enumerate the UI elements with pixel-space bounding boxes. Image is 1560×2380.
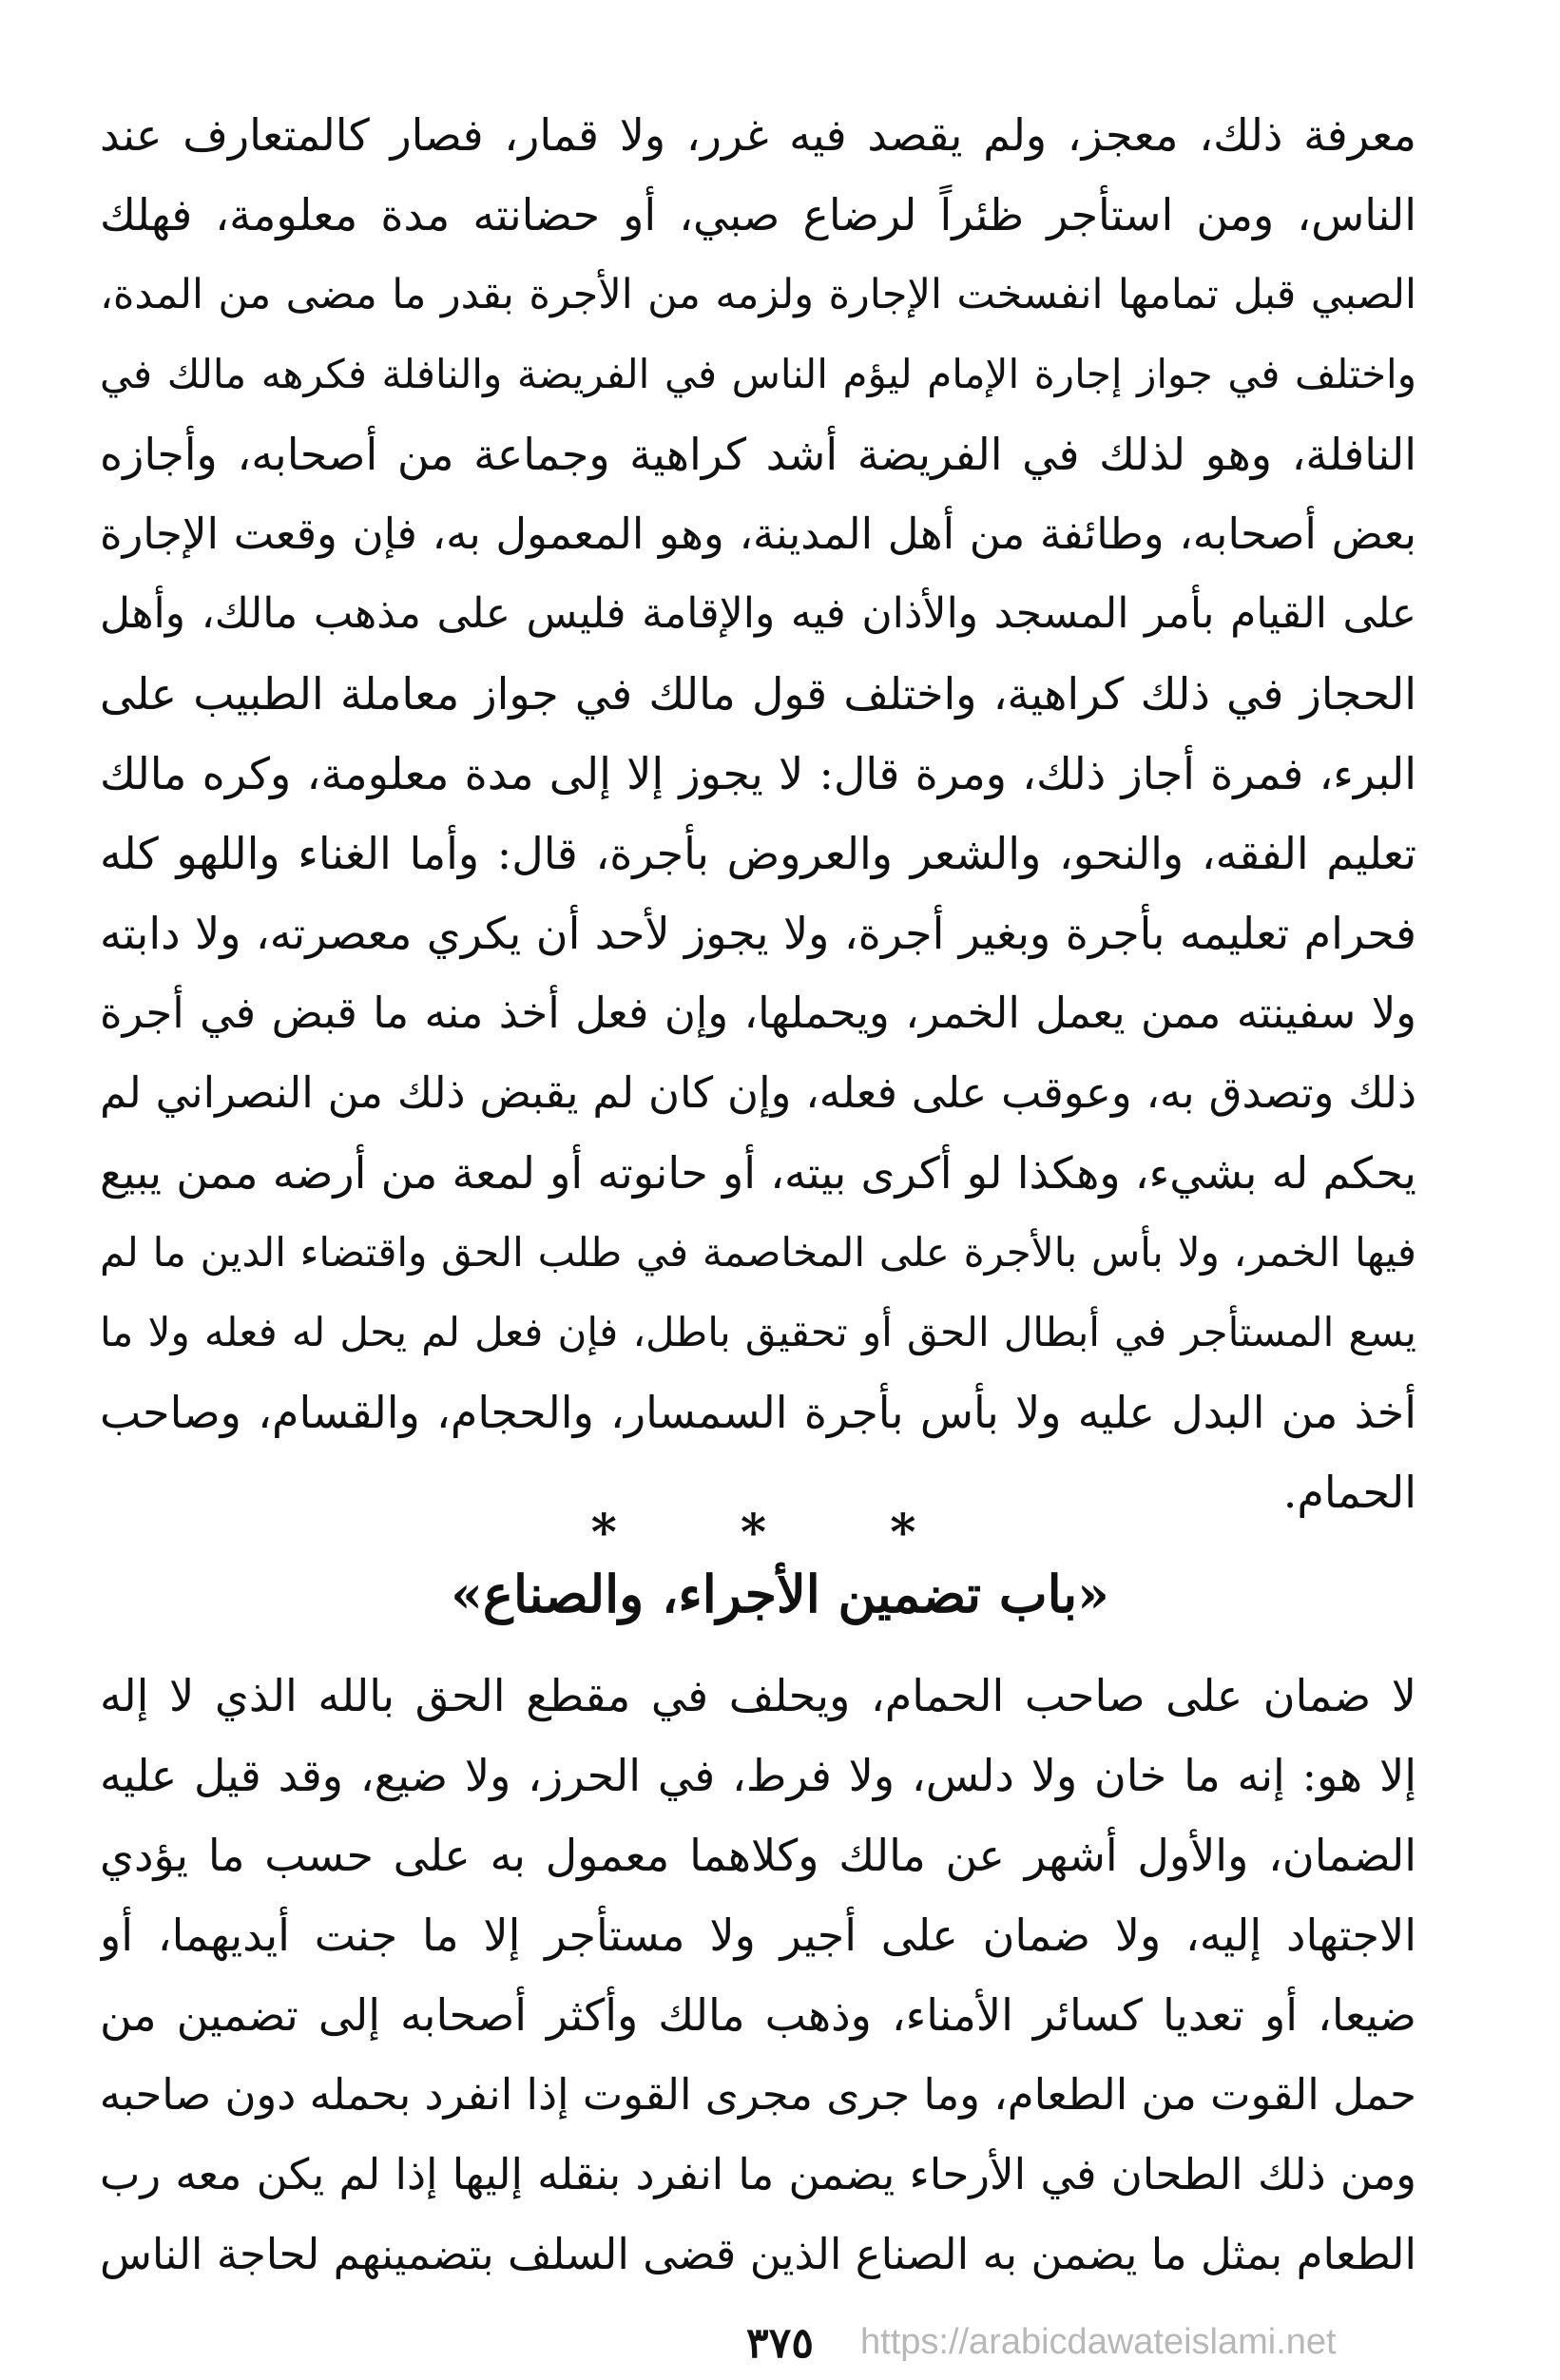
text-line: أخذ من البدل عليه ولا بأس بأجرة السمسار، والحجام، والقسام، وصاحب bbox=[100, 1387, 1416, 1438]
text-line: الضمان، والأول أشهر عن مالك وكلاهما معمول به على حسب ما يؤدي bbox=[100, 1830, 1416, 1881]
text-line: الصبي قبل تمامها انفسخت الإجارة ولزمه من الأجرة بقدر ما مضى من المدة، bbox=[100, 271, 1416, 318]
text-line: حمل القوت من الطعام، وما جرى مجرى القوت إذا انفرد بحمله دون صاحبه bbox=[100, 2069, 1416, 2120]
text-line: تعليم الفقه، والنحو، والشعر والعروض بأجرة، قال: وأما الغناء واللهو كله bbox=[100, 828, 1416, 879]
section-heading: «باب تضمين الأجراء، والصناع» bbox=[451, 1564, 1109, 1624]
text-line: النافلة، وهو لذلك في الفريضة أشد كراهية وجماعة من أصحابه، وأجازه bbox=[100, 429, 1416, 480]
text-line: على القيام بأمر المسجد والأذان فيه والإقامة فليس على مذهب مالك، وأهل bbox=[100, 589, 1416, 638]
paragraph-1 bbox=[100, 95, 1416, 1532]
text-line: البرء، فمرة أجاز ذلك، ومرة قال: لا يجوز إلا إلى مدة معلومة، وكره مالك bbox=[100, 748, 1416, 799]
text-line: معرفة ذلك، معجز، ولم يقصد فيه غرر، ولا قمار، فصار كالمتعارف عند bbox=[100, 109, 1416, 161]
text-line: الاجتهاد إليه، ولا ضمان على أجير ولا مستأجر إلا ما جنت أيديهما، أو bbox=[100, 1910, 1416, 1961]
text-line: فيها الخمر، ولا بأس بالأجرة على المخاصمة في طلب الحق واقتضاء الدين ما لم bbox=[100, 1229, 1416, 1276]
text-line: الحجاز في ذلك كراهية، واختلف قول مالك في جواز معاملة الطبيب على bbox=[100, 668, 1416, 720]
text-line: ذلك وتصدق به، وعوقب على فعله، وإن كان لم يقبض ذلك من النصراني لم bbox=[100, 1067, 1416, 1118]
text-line: ضيعا، أو تعديا كسائر الأمناء، وذهب مالك وأكثر أصحابه إلى تضمين من bbox=[100, 1989, 1416, 2041]
text-line: ومن ذلك الطحان في الأرحاء يضمن ما انفرد بنقله إليها إذا لم يكن معه رب bbox=[100, 2149, 1416, 2199]
page-number: ٣٧٥ bbox=[746, 2319, 814, 2368]
text-line: إلا هو: إنه ما خان ولا دلس، ولا فرط، في الحرز، ولا ضيع، وقد قيل عليه bbox=[100, 1750, 1416, 1801]
text-line: فحرام تعليمه بأجرة وبغير أجرة، ولا يجوز لأحد أن يكري معصرته، ولا دابته bbox=[100, 908, 1416, 959]
text-line: بعض أصحابه، وطائفة من أهل المدينة، وهو المعمول به، فإن وقعت الإجارة bbox=[100, 509, 1416, 559]
watermark-url: https://arabicdawateislami.net bbox=[860, 2322, 1337, 2362]
section-separator: * * * bbox=[590, 1504, 970, 1562]
text-line: يحكم له بشيء، وهكذا لو أكرى بيته، أو حانوته أو لمعة من أرضه ممن يبيع bbox=[100, 1147, 1416, 1199]
text-line: الناس، ومن استأجر ظئراً لرضاع صبي، أو حضانته مدة معلومة، فهلك bbox=[100, 189, 1416, 240]
text-line: لا ضمان على صاحب الحمام، ويحلف في مقطع الحق بالله الذي لا إله bbox=[100, 1670, 1416, 1721]
text-line: ولا سفينته ممن يعمل الخمر، ويحملها، وإن فعل أخذ منه ما قبض في أجرة bbox=[100, 988, 1416, 1038]
text-line: واختلف في جواز إجارة الإمام ليؤم الناس في الفريضة والنافلة فكرهه مالك في bbox=[100, 351, 1416, 397]
text-line: يسع المستأجر في أبطال الحق أو تحقيق باطل، فإن فعل لم يحل له فعله ولا ما bbox=[100, 1309, 1416, 1355]
text-line: الطعام بمثل ما يضمن به الصناع الذين قضى السلف بتضمينهم لحاجة الناس bbox=[100, 2229, 1416, 2279]
paragraph-2 bbox=[100, 1656, 1416, 2294]
text-line: الحمام. bbox=[1282, 1467, 1416, 1518]
